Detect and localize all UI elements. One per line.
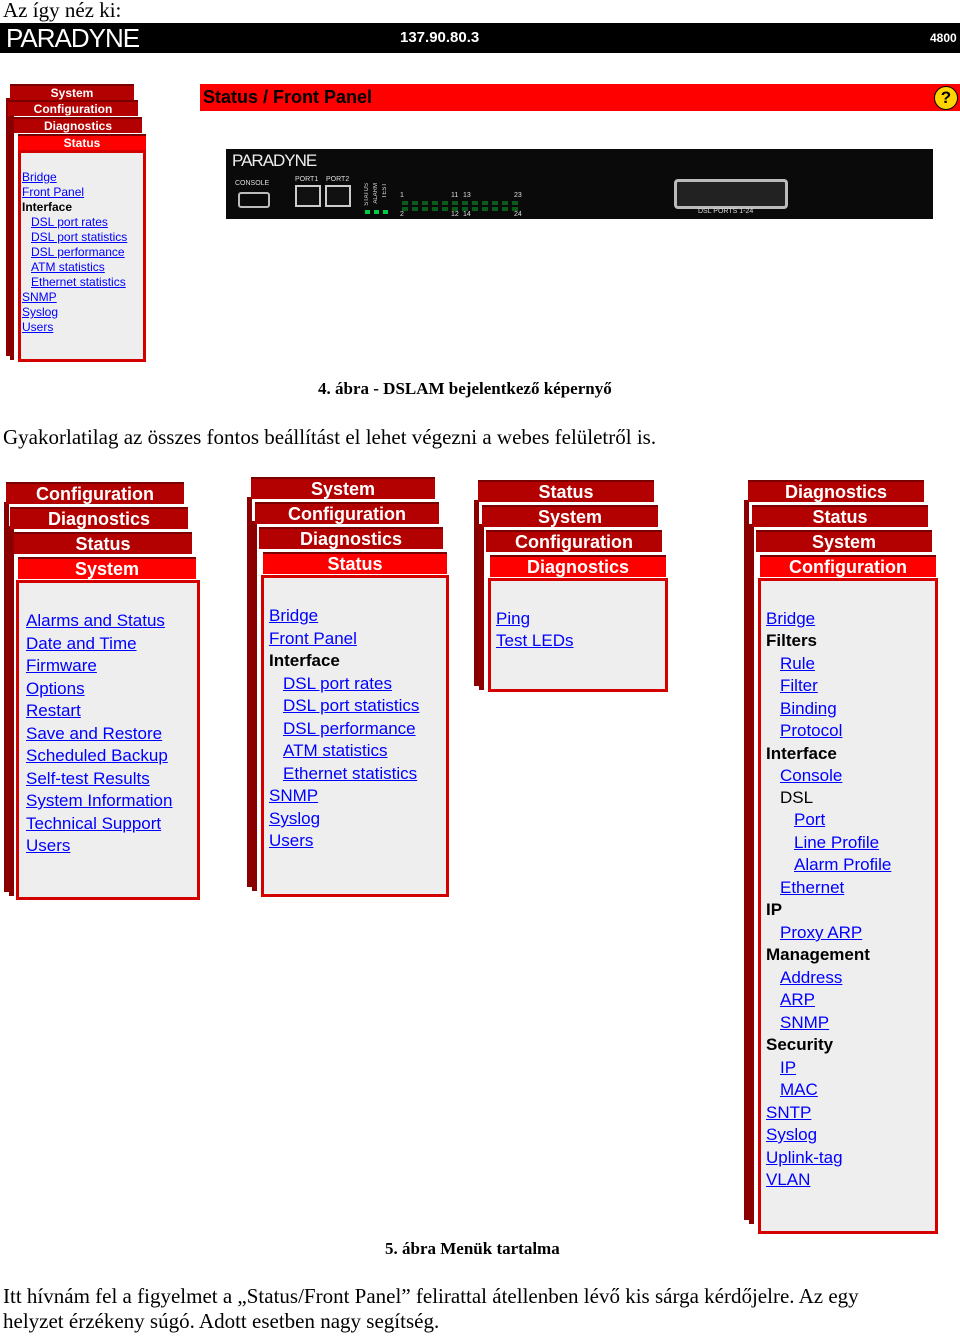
tab-system[interactable]: System xyxy=(756,530,932,552)
dsl-port-led xyxy=(482,207,488,211)
link-system-information[interactable]: System Information xyxy=(26,791,173,810)
dsl-port-led xyxy=(402,207,408,211)
small-status-menu xyxy=(6,84,140,362)
figure-caption-4: 4. ábra - DSLAM bejelentkező képernyő xyxy=(318,379,612,398)
link-atm-statistics[interactable]: ATM statistics xyxy=(31,260,105,274)
link-front-panel[interactable]: Front Panel xyxy=(22,185,85,199)
port-num-24: 24 xyxy=(514,211,522,218)
configuration-menu xyxy=(744,478,940,1236)
dsl-port-led xyxy=(482,201,488,205)
dsl-port-led xyxy=(442,201,448,205)
link-scheduled-backup[interactable]: Scheduled Backup xyxy=(26,746,168,765)
link-restart[interactable]: Restart xyxy=(26,701,81,720)
link-snmp[interactable]: SNMP xyxy=(22,290,57,304)
link-uplink-tag[interactable]: Uplink-tag xyxy=(766,1148,843,1167)
link-port[interactable]: Port xyxy=(794,810,826,829)
paradyne-logo: PARADYNE xyxy=(6,23,140,53)
model-number: 4800 xyxy=(930,31,957,45)
dsl-port-led xyxy=(432,207,438,211)
dsl-port-led xyxy=(452,207,458,211)
console-port xyxy=(238,192,270,208)
link-technical-support[interactable]: Technical Support xyxy=(26,814,162,833)
tab-diagnostics[interactable]: Diagnostics xyxy=(748,480,924,502)
link-firmware[interactable]: Firmware xyxy=(26,656,97,675)
tab-configuration[interactable]: Configuration xyxy=(8,100,138,116)
link-vlan[interactable]: VLAN xyxy=(766,1170,811,1189)
link-snmp[interactable]: SNMP xyxy=(269,786,319,805)
ip-address: 137.90.80.3 xyxy=(400,29,480,46)
link-alarm-profile[interactable]: Alarm Profile xyxy=(794,855,892,874)
dsl-port-led xyxy=(462,201,468,205)
label-filters: Filters xyxy=(766,631,818,650)
link-options[interactable]: Options xyxy=(26,679,85,698)
system-menu xyxy=(4,480,200,900)
link-address[interactable]: Address xyxy=(780,968,843,987)
link-arp[interactable]: ARP xyxy=(780,990,815,1009)
dsl-port-led xyxy=(422,201,428,205)
dsl-port-led xyxy=(442,207,448,211)
tab-system[interactable]: System xyxy=(18,557,196,579)
link-users[interactable]: Users xyxy=(22,320,54,334)
port1-jack xyxy=(295,185,321,207)
link-ethernet-statistics[interactable]: Ethernet statistics xyxy=(31,275,126,289)
link-test-leds[interactable]: Test LEDs xyxy=(496,631,574,650)
dsl-port-led xyxy=(412,201,418,205)
link-protocol[interactable]: Protocol xyxy=(780,721,843,740)
tab-configuration[interactable]: Configuration xyxy=(6,482,184,504)
link-dsl-port-rates[interactable]: DSL port rates xyxy=(31,215,108,229)
dsl-port-led xyxy=(462,207,468,211)
tab-status[interactable]: Status xyxy=(752,505,928,527)
link-users[interactable]: Users xyxy=(26,836,71,855)
port2-label: PORT2 xyxy=(326,176,350,183)
link-bridge[interactable]: Bridge xyxy=(269,606,319,625)
tab-diagnostics[interactable]: Diagnostics xyxy=(14,117,142,133)
link-self-test-results[interactable]: Self-test Results xyxy=(26,769,150,788)
link-dsl-port-statistics[interactable]: DSL port statistics xyxy=(283,696,420,715)
link-syslog[interactable]: Syslog xyxy=(22,305,59,319)
link-console[interactable]: Console xyxy=(780,766,843,785)
help-icon[interactable]: ? xyxy=(934,86,958,110)
dsl-port-led xyxy=(402,201,408,205)
label-ip: IP xyxy=(766,900,783,919)
link-snmp[interactable]: SNMP xyxy=(780,1013,830,1032)
label-interface: Interface xyxy=(22,200,73,214)
link-bridge[interactable]: Bridge xyxy=(22,170,57,184)
link-binding[interactable]: Binding xyxy=(780,699,837,718)
link-sntp[interactable]: SNTP xyxy=(766,1103,812,1122)
test-led-label: TEST xyxy=(382,183,388,199)
link-proxy-arp[interactable]: Proxy ARP xyxy=(780,923,863,942)
link-save-and-restore[interactable]: Save and Restore xyxy=(26,724,163,743)
link-filter[interactable]: Filter xyxy=(780,676,818,695)
link-alarms-and-status[interactable]: Alarms and Status xyxy=(26,611,165,630)
dsl-port-led xyxy=(432,201,438,205)
top-banner xyxy=(0,23,960,53)
port-num-1: 1 xyxy=(400,192,404,199)
intro-text: Az így néz ki: xyxy=(3,0,122,22)
link-ping[interactable]: Ping xyxy=(496,609,531,628)
port-num-11: 11 xyxy=(451,192,459,199)
paragraph-1: Gyakorlatilag az összes fontos beállítást el lehet végezni a webes felületről is. xyxy=(3,425,657,449)
link-dsl-performance[interactable]: DSL performance xyxy=(283,719,416,738)
link-rule[interactable]: Rule xyxy=(780,654,815,673)
tab-diagnostics[interactable]: Diagnostics xyxy=(259,527,443,549)
label-interface: Interface xyxy=(269,651,340,670)
label-security: Security xyxy=(766,1035,834,1054)
tab-status[interactable]: Status xyxy=(14,532,192,554)
tab-configuration[interactable]: Configuration xyxy=(486,530,662,552)
alarm-led-label: ALARM xyxy=(373,183,379,204)
label-interface: Interface xyxy=(766,744,837,763)
port-num-14: 14 xyxy=(463,211,471,218)
tab-status[interactable]: Status xyxy=(18,134,146,150)
dsl-port-led xyxy=(472,201,478,205)
status-led-label: STATUS xyxy=(364,183,370,206)
label-dsl: DSL xyxy=(780,788,814,807)
dsl-port-led xyxy=(412,207,418,211)
tab-system[interactable]: System xyxy=(10,84,134,100)
console-label: CONSOLE xyxy=(235,180,270,187)
dsl-ports-connector xyxy=(674,179,788,209)
link-bridge[interactable]: Bridge xyxy=(766,609,816,628)
dsl-port-led xyxy=(502,201,508,205)
dsl-port-led xyxy=(472,207,478,211)
link-ethernet-statistics[interactable]: Ethernet statistics xyxy=(283,764,418,783)
port-num-13: 13 xyxy=(463,192,471,199)
tab-status[interactable]: Status xyxy=(263,552,447,574)
port-num-2: 2 xyxy=(400,211,404,218)
link-security-ip[interactable]: IP xyxy=(780,1058,797,1077)
dsl-port-led xyxy=(512,207,518,211)
label-management: Management xyxy=(766,945,870,964)
port-num-23: 23 xyxy=(514,192,522,199)
dsl-port-led xyxy=(422,207,428,211)
tab-diagnostics[interactable]: Diagnostics xyxy=(490,555,666,577)
tab-system[interactable]: System xyxy=(482,505,658,527)
link-dsl-port-rates[interactable]: DSL port rates xyxy=(283,674,392,693)
dsl-port-led xyxy=(452,201,458,205)
tab-system[interactable]: System xyxy=(251,477,435,499)
figure-caption-5: 5. ábra Menük tartalma xyxy=(385,1239,560,1258)
panel-logo: PARADYNE xyxy=(232,151,317,170)
link-date-and-time[interactable]: Date and Time xyxy=(26,634,137,653)
link-line-profile[interactable]: Line Profile xyxy=(794,833,880,852)
diagnostics-menu xyxy=(474,478,670,694)
link-front-panel[interactable]: Front Panel xyxy=(269,629,357,648)
link-syslog[interactable]: Syslog xyxy=(269,809,321,828)
dsl-port-led xyxy=(512,201,518,205)
link-syslog[interactable]: Syslog xyxy=(766,1125,818,1144)
dsl-ports-label: DSL PORTS 1-24 xyxy=(698,208,754,215)
port2-jack xyxy=(325,185,351,207)
paragraph-2-line-2: helyzet érzékeny súgó. Adott esetben nagy segítség. xyxy=(3,1309,440,1333)
status-title-bar xyxy=(200,84,960,111)
link-mac[interactable]: MAC xyxy=(780,1080,818,1099)
link-ethernet[interactable]: Ethernet xyxy=(780,878,845,897)
tab-status[interactable]: Status xyxy=(478,480,654,502)
dsl-port-led xyxy=(492,207,498,211)
status-menu xyxy=(247,475,449,897)
paragraph-2-line-1: Itt hívnám fel a figyelmet a „Status/Front Panel” felirattal átellenben lévő kis sárga kérdőjelre. Az egy xyxy=(3,1284,859,1308)
front-panel-image xyxy=(226,149,933,219)
tab-configuration[interactable]: Configuration xyxy=(760,555,936,577)
port1-label: PORT1 xyxy=(295,176,319,183)
link-users[interactable]: Users xyxy=(269,831,314,850)
dsl-port-led xyxy=(492,201,498,205)
link-dsl-performance[interactable]: DSL performance xyxy=(31,245,125,259)
tab-configuration[interactable]: Configuration xyxy=(255,502,439,524)
tab-diagnostics[interactable]: Diagnostics xyxy=(10,507,188,529)
dsl-port-led xyxy=(502,207,508,211)
link-dsl-port-statistics[interactable]: DSL port statistics xyxy=(31,230,128,244)
status-title: Status / Front Panel xyxy=(203,87,373,107)
link-atm-statistics[interactable]: ATM statistics xyxy=(283,741,388,760)
port-num-12: 12 xyxy=(451,211,459,218)
